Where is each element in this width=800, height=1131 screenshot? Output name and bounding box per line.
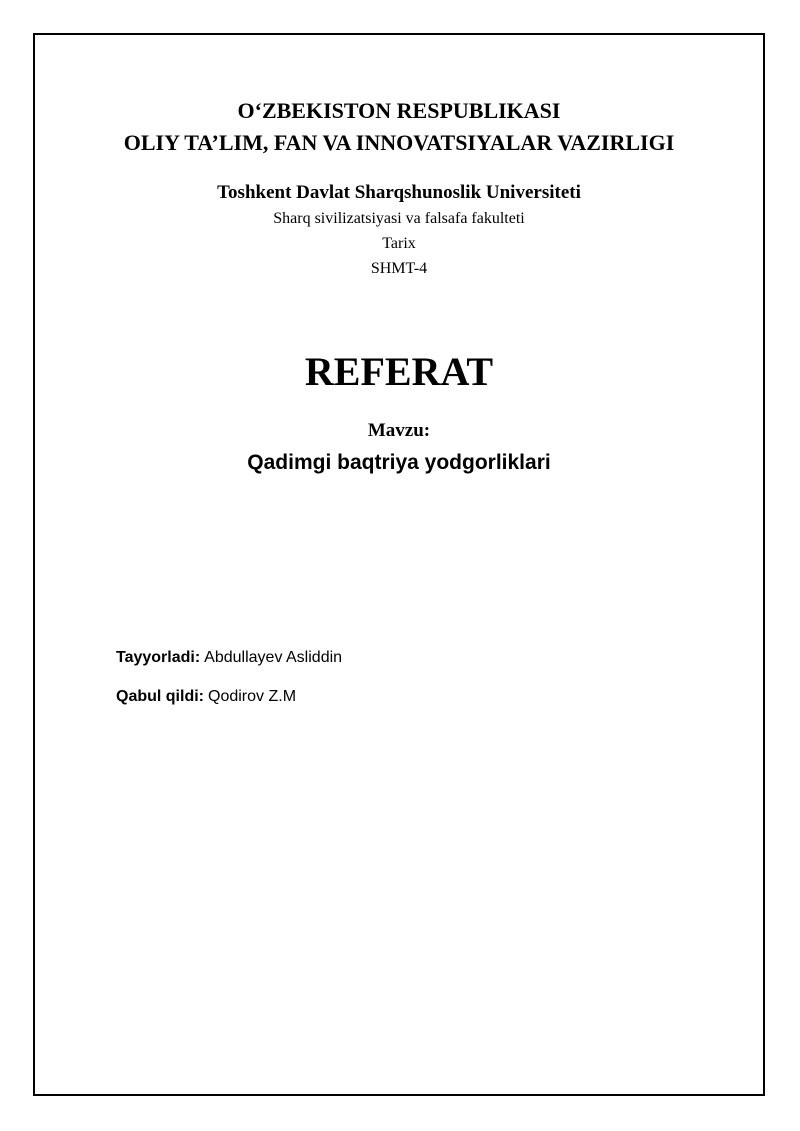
document-type-title: REFERAT [304,349,494,394]
prepared-by-name: Abdullayev Asliddin [204,649,343,666]
accepted-by-label: Qabul qildi: [116,688,204,705]
accepted-by-name: Qodirov Z.M [208,688,297,705]
prepared-by-label: Tayyorladi: [116,649,201,666]
ministry-title-line1: O‘ZBEKISTON RESPUBLIKASI [237,98,561,123]
topic-title: Qadimgi baqtriya yodgorliklari [247,451,551,474]
direction-name: Tarix [382,235,416,252]
prepared-by-line [116,647,342,669]
group-name: SHMT-4 [370,260,428,277]
topic-label: Mavzu: [367,420,431,441]
faculty-name: Sharq sivilizatsiyasi va falsafa fakulteti [273,210,525,227]
accepted-by-line [116,686,296,708]
university-name: Toshkent Davlat Sharqshunoslik Universiteti [217,182,581,203]
ministry-title-line2: OLIY TA’LIM, FAN VA INNOVATSIYALAR VAZIRLIGI [123,130,675,155]
